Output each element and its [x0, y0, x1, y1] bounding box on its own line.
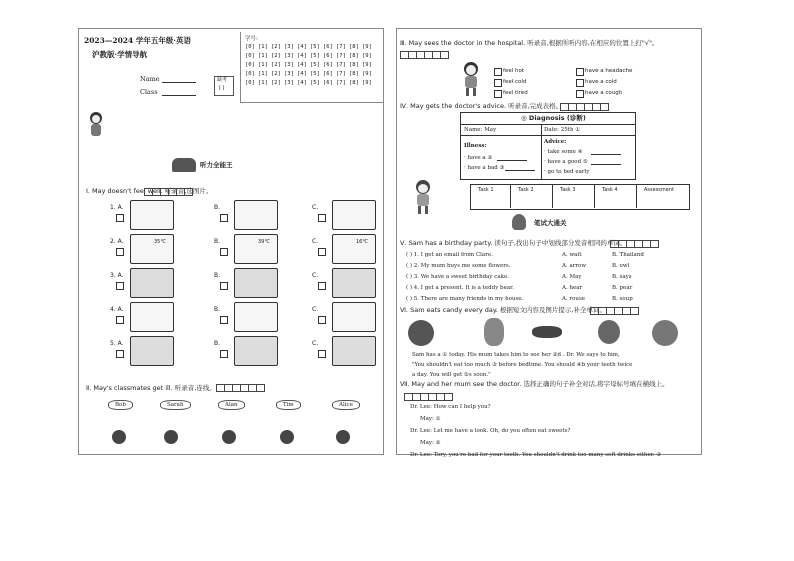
dialogue-line: Dr. Lee: Tory, you're bad for your teeth. You shouldn't drink too many soft drinks either. ③: [410, 452, 662, 458]
id-bubble[interactable]: [0]: [245, 53, 255, 59]
answer-picture[interactable]: [332, 200, 376, 230]
answer-picture[interactable]: [332, 336, 376, 366]
temperature-label: 16℃: [356, 239, 368, 245]
listening-banner: [172, 158, 242, 174]
student-id-grid: [240, 32, 383, 103]
id-bubble[interactable]: [2]: [271, 44, 281, 50]
task-label: Task 2: [518, 187, 534, 193]
id-bubble[interactable]: [6]: [323, 80, 333, 86]
score-cell[interactable]: [440, 51, 449, 59]
task-label: Task 1: [478, 187, 494, 193]
answer-checkbox[interactable]: [318, 248, 326, 256]
answer-checkbox[interactable]: [318, 214, 326, 222]
id-bubble[interactable]: [9]: [362, 44, 372, 50]
option-label: B.: [214, 238, 221, 245]
option-b[interactable]: B. owl: [612, 263, 630, 269]
section-3-title: Ⅲ. May sees the doctor in the hospital. 听录音,根据所听内容,在相应的位置上打"√"。: [400, 39, 659, 47]
classmate-name[interactable]: Bob: [108, 400, 133, 410]
option-b[interactable]: B. Thailand: [612, 252, 644, 258]
id-bubble[interactable]: [6]: [323, 71, 333, 77]
section-5-title: Ⅴ. Sam has a birthday party. 读句子,找出句子中划线部分发音相同的单词。: [400, 239, 627, 247]
task-divider: [510, 184, 511, 208]
answer-picture[interactable]: [130, 302, 174, 332]
mascot-girl-icon: [86, 112, 106, 140]
sick-kid-icon[interactable]: [336, 430, 350, 444]
symptom-label: feel hot: [503, 68, 524, 74]
id-bubble[interactable]: [7]: [336, 80, 346, 86]
story-line: "You shouldn't eat too much ③ before bedtime. You should ④b your teeth twice: [412, 362, 633, 368]
option-label: 2. A.: [110, 238, 124, 245]
id-bubble[interactable]: [4]: [297, 62, 307, 68]
answer-picture[interactable]: [130, 268, 174, 298]
advice-label: Advice:: [544, 139, 567, 145]
option-label: B.: [214, 204, 221, 211]
id-bubble[interactable]: [5]: [310, 62, 320, 68]
id-bubble[interactable]: [4]: [297, 53, 307, 59]
id-bubble[interactable]: [1]: [258, 53, 268, 59]
sick-boy-icon: [408, 320, 434, 346]
id-bubble[interactable]: [6]: [323, 62, 333, 68]
score-cell[interactable]: [650, 240, 659, 248]
id-bubble[interactable]: [6]: [323, 53, 333, 59]
symptom-label: have a cold: [585, 79, 617, 85]
id-bubble[interactable]: [2]: [271, 53, 281, 59]
id-bubble[interactable]: [3]: [284, 53, 294, 59]
answer-checkbox[interactable]: [318, 316, 326, 324]
id-bubble[interactable]: [6]: [323, 44, 333, 50]
id-bubble[interactable]: [5]: [310, 53, 320, 59]
id-bubble[interactable]: [0]: [245, 62, 255, 68]
task-divider: [636, 184, 637, 208]
classmate-name[interactable]: Sarah: [160, 400, 191, 410]
section-7-title: Ⅶ. May and her mum see the doctor. 选择正确的句子补全对话,将字母标号填在横线上。: [400, 380, 669, 388]
score-cell[interactable]: [630, 307, 639, 315]
question-text: ( ) 5. There are many friends in my house.: [406, 296, 524, 302]
id-bubble[interactable]: [7]: [336, 62, 346, 68]
id-bubble[interactable]: [5]: [310, 44, 320, 50]
id-bubble[interactable]: [2]: [271, 62, 281, 68]
option-label: 4. A.: [110, 306, 124, 313]
exam-subtitle: 沪教版·学情导航: [92, 50, 148, 59]
id-bubble[interactable]: [3]: [284, 80, 294, 86]
dialogue-line: May: ①: [420, 416, 441, 422]
name-label: Name: [140, 75, 160, 83]
happy-boy-icon: [652, 320, 678, 346]
option-label: 3. A.: [110, 272, 124, 279]
illness-blank-2[interactable]: [505, 170, 535, 171]
answer-picture[interactable]: [332, 268, 376, 298]
answer-checkbox[interactable]: [220, 248, 228, 256]
id-bubble[interactable]: [5]: [310, 71, 320, 77]
advice-item-2: · have a good ⑤: [544, 159, 588, 165]
option-label: C.: [312, 272, 319, 279]
question-text: ( ) 1. I get an email from Clare.: [406, 252, 493, 258]
diagnosis-name: Name: May: [464, 127, 497, 133]
illness-item-2: · have a bad ③: [464, 165, 505, 171]
symptom-label: have a headache: [585, 68, 633, 74]
classmate-name[interactable]: Alice: [332, 400, 360, 410]
illness-blank-1[interactable]: [497, 160, 527, 161]
id-bubble[interactable]: [4]: [297, 80, 307, 86]
girl-cartoon-icon: [458, 62, 484, 96]
question-text: ( ) 4. I get a present. It is a teddy bear.: [406, 285, 514, 291]
id-bubble[interactable]: [7]: [336, 53, 346, 59]
task-label: Assessment: [644, 187, 674, 193]
section-1-title: Ⅰ. May doesn't feel well. 听录音,选图片。: [86, 187, 213, 195]
answer-checkbox[interactable]: [116, 282, 124, 290]
score-cell[interactable]: [444, 393, 453, 401]
sick-kid-icon[interactable]: [112, 430, 126, 444]
id-bubble[interactable]: [9]: [362, 71, 372, 77]
answer-checkbox[interactable]: [318, 282, 326, 290]
answer-checkbox[interactable]: [116, 350, 124, 358]
dialogue-line: Dr. Lee: Let me have a look. Oh, do you often eat sweets?: [410, 428, 571, 434]
id-bubble[interactable]: [7]: [336, 71, 346, 77]
id-bubble[interactable]: [3]: [284, 62, 294, 68]
symptom-checkbox[interactable]: [576, 90, 584, 98]
question-text: ( ) 3. We have a sweet birthday cake.: [406, 274, 509, 280]
option-label: B.: [214, 272, 221, 279]
advice-blank-2[interactable]: [591, 164, 621, 165]
doctor-icon: [484, 318, 504, 346]
absent-label: 缺考: [217, 77, 228, 83]
section-6-score: [590, 307, 638, 315]
option-a[interactable]: A. May: [562, 274, 582, 280]
absent-box[interactable]: [214, 76, 234, 96]
id-bubble[interactable]: [4]: [297, 71, 307, 77]
option-a[interactable]: A. hear: [562, 285, 583, 291]
answer-checkbox[interactable]: [220, 350, 228, 358]
diagnosis-date: Date: 25th ①: [544, 127, 581, 133]
symptom-checkbox[interactable]: [576, 68, 584, 76]
answer-picture[interactable]: [332, 302, 376, 332]
id-bubble[interactable]: [0]: [245, 44, 255, 50]
id-bubble[interactable]: [8]: [349, 71, 359, 77]
sick-kid-icon[interactable]: [280, 430, 294, 444]
story-line: a day. You will get ⑤s soon.": [412, 372, 491, 378]
answer-picture[interactable]: [234, 200, 278, 230]
section-2-score: [216, 384, 264, 392]
section-2-title: Ⅱ. May's classmates get ill. 听录音,连线。: [86, 384, 216, 392]
id-bubble[interactable]: [5]: [310, 80, 320, 86]
task-divider: [594, 184, 595, 208]
illness-item-1: · have a ②: [464, 155, 493, 161]
score-cell[interactable]: [600, 103, 609, 111]
option-b[interactable]: B. pear: [612, 285, 633, 291]
id-bubble[interactable]: [1]: [258, 71, 268, 77]
section-7-score: [404, 393, 452, 401]
symptom-label: feel cold: [503, 79, 527, 85]
option-label: 1. A.: [110, 204, 124, 211]
id-bubble[interactable]: [2]: [271, 80, 281, 86]
option-label: 5. A.: [110, 340, 124, 347]
id-bubble[interactable]: [1]: [258, 80, 268, 86]
score-cell[interactable]: [184, 188, 193, 196]
answer-checkbox[interactable]: [116, 214, 124, 222]
temperature-label: 39℃: [258, 239, 270, 245]
answer-checkbox[interactable]: [220, 282, 228, 290]
section-6-title: Ⅵ. Sam eats candy every day. 根据短文内容及图片提示,补全单词。: [400, 306, 606, 314]
option-label: C.: [312, 204, 319, 211]
symptom-checkbox[interactable]: [494, 79, 502, 87]
writing-banner-text: 笔试大通关: [534, 219, 567, 227]
toothbrush-icon: [598, 320, 620, 344]
answer-picture[interactable]: [332, 234, 376, 264]
id-bubble[interactable]: [1]: [258, 62, 268, 68]
id-bubble[interactable]: [9]: [362, 53, 372, 59]
classmate-name[interactable]: Tim: [276, 400, 301, 410]
candy-icon: [532, 326, 562, 338]
symptom-checkbox[interactable]: [494, 90, 502, 98]
class-label: Class: [140, 88, 158, 96]
exam-title: 2023—2024 学年五年级·英语: [84, 36, 191, 45]
id-bubble[interactable]: [8]: [349, 53, 359, 59]
id-bubble[interactable]: [8]: [349, 62, 359, 68]
task-label: Task 4: [602, 187, 618, 193]
class-field[interactable]: [162, 95, 196, 96]
name-field[interactable]: [162, 82, 196, 83]
answer-checkbox[interactable]: [220, 316, 228, 324]
option-a[interactable]: A. arrow: [562, 263, 587, 269]
answer-picture[interactable]: [130, 234, 174, 264]
answer-checkbox[interactable]: [116, 248, 124, 256]
dialogue-line: Dr. Lee: How can I help you?: [410, 404, 491, 410]
story-line: Sam has a ① today. His mum takes him to see her ②d . Dr. We says to him,: [412, 352, 620, 358]
option-a[interactable]: A. wait: [562, 252, 582, 258]
id-bubble[interactable]: [0]: [245, 71, 255, 77]
diagnosis-table: [460, 112, 636, 180]
section-1-score: [144, 188, 192, 196]
id-bubble[interactable]: [7]: [336, 44, 346, 50]
symptom-label: have a cough: [585, 90, 623, 96]
headphone-icon: [172, 158, 196, 172]
answer-picture[interactable]: [234, 234, 278, 264]
student-id-label: 学号:: [245, 36, 258, 42]
advice-item-1: · take some ④: [544, 149, 583, 155]
id-bubble[interactable]: [0]: [245, 80, 255, 86]
section-3-score: [400, 51, 448, 59]
classmate-name[interactable]: Alan: [218, 400, 245, 410]
option-b[interactable]: B. says: [612, 274, 632, 280]
dialogue-line: May: ②: [420, 440, 441, 446]
option-label: C.: [312, 306, 319, 313]
question-text: ( ) 2. My mum buys me some flowers.: [406, 263, 511, 269]
answer-checkbox[interactable]: [116, 316, 124, 324]
boy-cartoon-icon: [412, 180, 434, 214]
section-4-title: Ⅳ. May gets the doctor's advice. 听录音,完成表格。: [400, 102, 563, 110]
symptom-checkbox[interactable]: [576, 79, 584, 87]
pencil-icon: [512, 214, 526, 230]
answer-picture[interactable]: [234, 268, 278, 298]
id-bubble[interactable]: [1]: [258, 44, 268, 50]
symptom-checkbox[interactable]: [494, 68, 502, 76]
id-bubble[interactable]: [8]: [349, 80, 359, 86]
absent-mark: [ ]: [219, 85, 225, 91]
answer-picture[interactable]: [234, 336, 278, 366]
option-label: B.: [214, 306, 221, 313]
id-bubble[interactable]: [9]: [362, 80, 372, 86]
advice-blank-1[interactable]: [591, 154, 621, 155]
option-a[interactable]: A. rouse: [562, 296, 586, 302]
option-label: C.: [312, 340, 319, 347]
writing-banner: [512, 214, 592, 232]
id-bubble[interactable]: [3]: [284, 71, 294, 77]
sick-kid-icon[interactable]: [222, 430, 236, 444]
section-4-score: [560, 103, 608, 111]
id-bubble[interactable]: [9]: [362, 62, 372, 68]
id-bubble[interactable]: [8]: [349, 44, 359, 50]
task-label: Task 3: [560, 187, 576, 193]
id-bubble[interactable]: [4]: [297, 44, 307, 50]
sick-kid-icon[interactable]: [164, 430, 178, 444]
symptom-label: feel tired: [503, 90, 528, 96]
answer-picture[interactable]: [234, 302, 278, 332]
id-bubble[interactable]: [2]: [271, 71, 281, 77]
answer-picture[interactable]: [130, 200, 174, 230]
listening-banner-text: 听力全能王: [200, 161, 233, 169]
answer-picture[interactable]: [130, 336, 174, 366]
option-label: C.: [312, 238, 319, 245]
answer-checkbox[interactable]: [220, 214, 228, 222]
id-bubble[interactable]: [3]: [284, 44, 294, 50]
temperature-label: 35℃: [154, 239, 166, 245]
advice-item-3: · go to bed early: [544, 169, 590, 175]
section-5-score: [610, 240, 658, 248]
illness-label: Illness:: [464, 143, 487, 149]
score-cell[interactable]: [256, 384, 265, 392]
diagnosis-title: ◎ Diagnosis (诊断): [521, 114, 586, 122]
option-b[interactable]: B. soup: [612, 296, 633, 302]
task-divider: [552, 184, 553, 208]
answer-checkbox[interactable]: [318, 350, 326, 358]
option-label: B.: [214, 340, 221, 347]
story-pictures: [408, 318, 688, 348]
